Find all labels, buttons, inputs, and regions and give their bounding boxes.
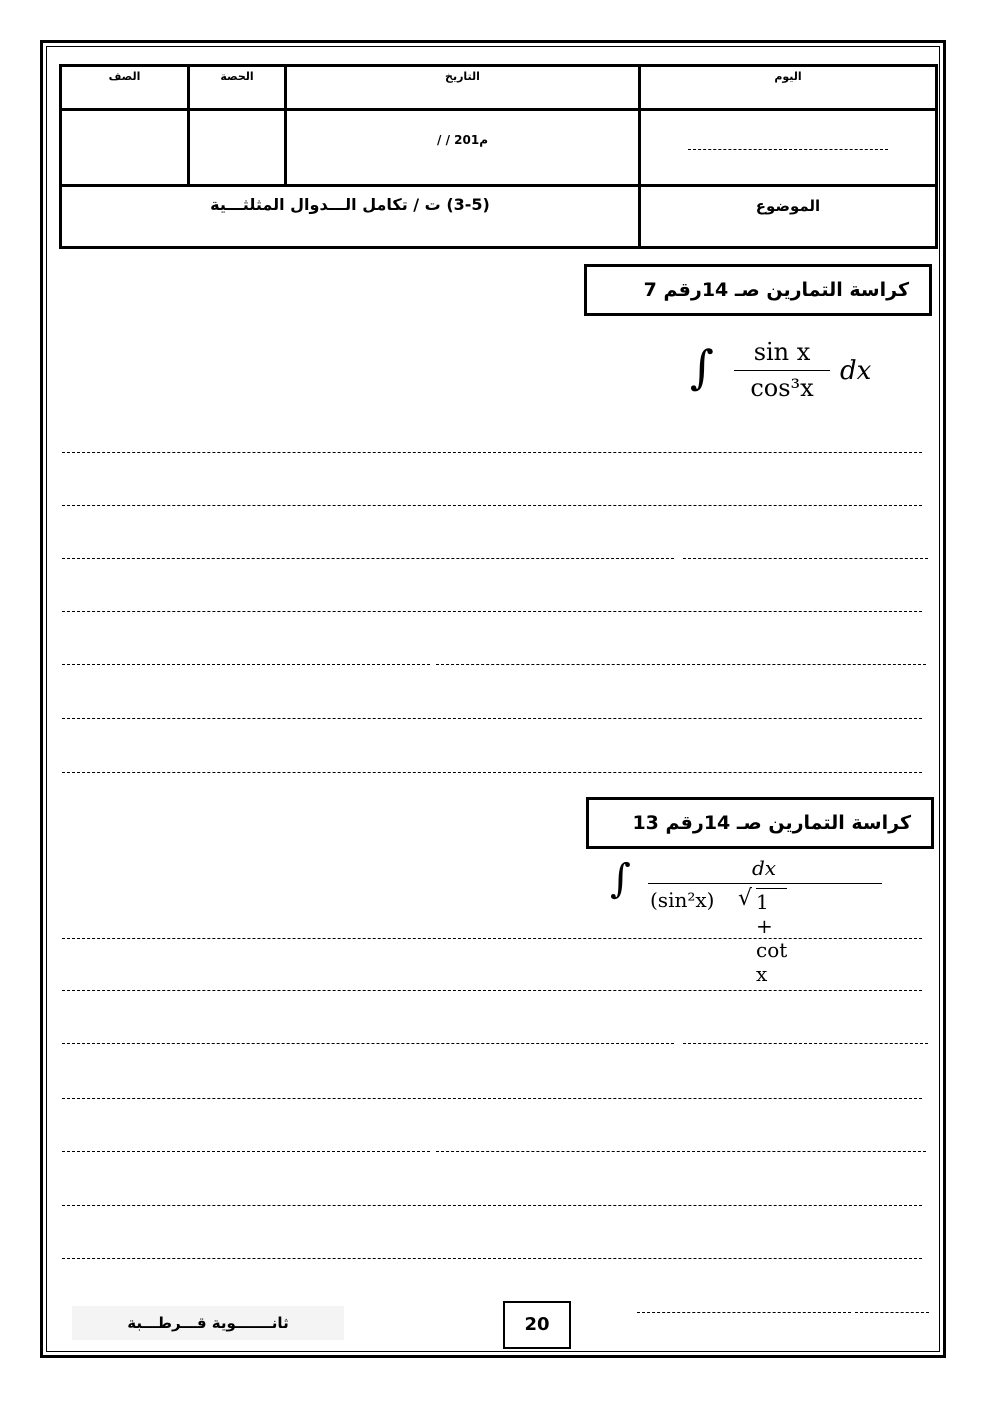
subject-label-cell: [640, 186, 937, 248]
integral-sign: ∫: [610, 856, 631, 902]
exercise-title-box: [584, 264, 932, 316]
date-label: التاريخ: [445, 70, 480, 83]
answer-line: [62, 990, 922, 991]
answer-line: [62, 664, 430, 665]
answer-line: [683, 558, 928, 559]
fraction-bar: [734, 370, 830, 371]
answer-line: [683, 1043, 928, 1044]
answer-line: [62, 1258, 922, 1259]
class-label: الصف: [108, 70, 141, 83]
date-value: / / 201م: [437, 133, 488, 147]
radical-sign: √: [738, 886, 753, 911]
lesson-header-table: [59, 64, 938, 249]
period-label: الحصة: [220, 70, 254, 83]
period-label-cell: [189, 66, 286, 110]
radicand: 1 + cot x: [756, 890, 788, 986]
day-label: اليوم: [774, 70, 802, 83]
school-name: ثانـــــــوية قـــرطـــبة: [72, 1306, 344, 1340]
exercise-title-box: [586, 797, 934, 849]
answer-line: [62, 1098, 922, 1099]
answer-line: [436, 1151, 926, 1152]
answer-line: [62, 938, 922, 939]
formula-differential: dx: [840, 356, 872, 386]
fraction-bar: [648, 883, 882, 884]
answer-line: [62, 558, 674, 559]
period-value-cell: [189, 110, 286, 186]
day-fill-line: [688, 149, 888, 150]
date-value-cell: [286, 110, 640, 186]
exercise-title: كراسة التمارين صـ 14رقم 13: [632, 812, 911, 834]
subject-value: (3-5) ت / تكامل الـــدوال المثلثـــية: [210, 195, 490, 214]
subject-label: الموضوع: [755, 197, 821, 215]
answer-line: [62, 1043, 674, 1044]
formula-numerator: dx: [751, 856, 777, 880]
answer-line: [62, 772, 922, 773]
formula-denominator: cos³x: [750, 374, 814, 402]
page-number-box: [503, 1301, 571, 1349]
answer-line: [62, 718, 922, 719]
integral-sign: ∫: [690, 340, 714, 394]
formula-numerator: sin x: [753, 338, 811, 366]
answer-line: [62, 452, 922, 453]
subject-value-cell: [61, 186, 640, 248]
footer-line: [855, 1312, 929, 1313]
exercise-title: كراسة التمارين صـ 14رقم 7: [643, 279, 909, 301]
formula-denominator: (sin²x): [650, 888, 715, 912]
day-label-cell: [640, 66, 937, 110]
answer-line: [62, 505, 922, 506]
date-label-cell: [286, 66, 640, 110]
answer-line: [62, 1205, 922, 1206]
footer-line: [637, 1312, 851, 1313]
class-value-cell: [61, 110, 189, 186]
answer-line: [436, 664, 926, 665]
class-label-cell: [61, 66, 189, 110]
page-number: 20: [524, 1314, 550, 1335]
answer-line: [62, 611, 922, 612]
answer-line: [62, 1151, 430, 1152]
day-value-cell: [640, 110, 937, 186]
